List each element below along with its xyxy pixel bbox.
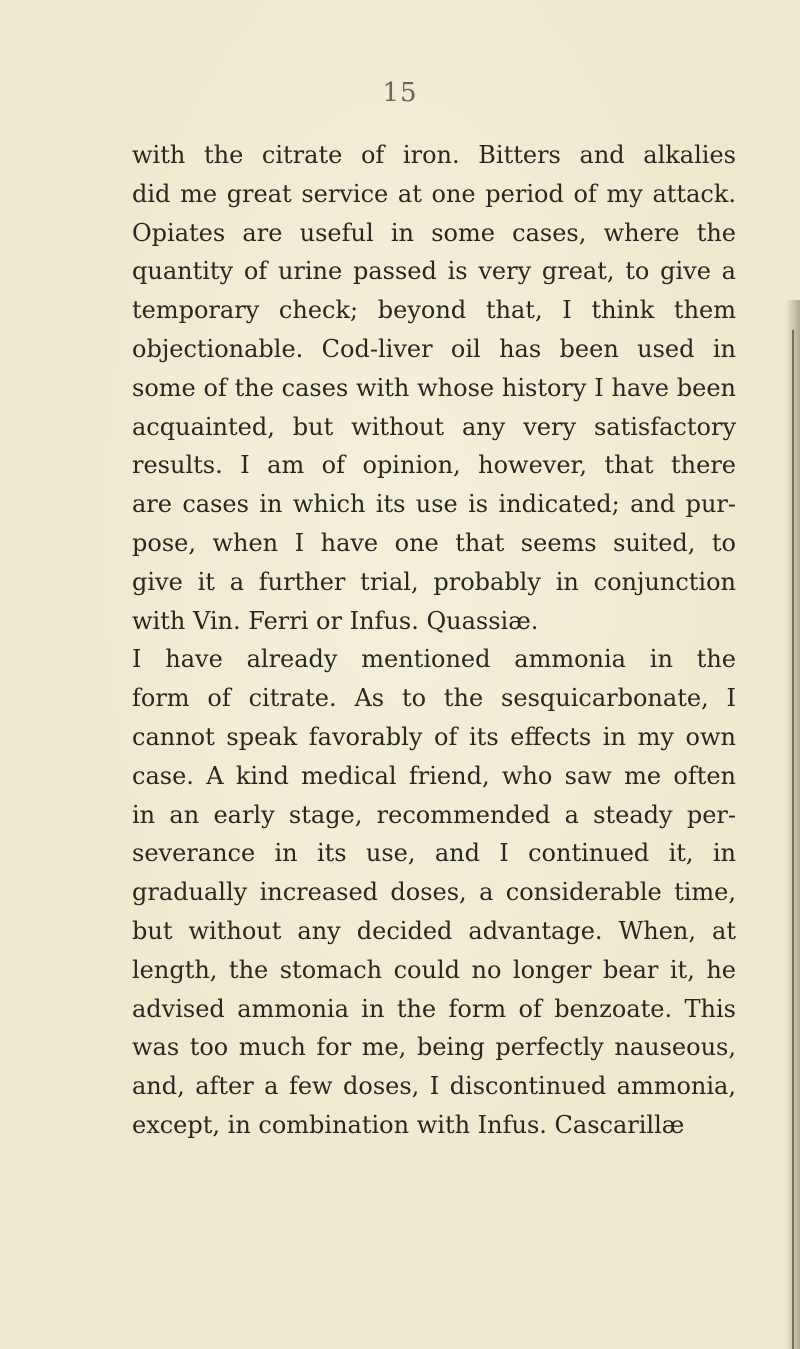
- text-line: quantity of urine passed is very great, to give a: [132, 257, 736, 286]
- text-line: did me great service at one period of my attack.: [132, 179, 736, 208]
- body-text: [132, 136, 736, 1145]
- page-edge-line: [792, 330, 794, 1349]
- text-line: and, after a few doses, I discontinued ammonia,: [132, 1072, 736, 1101]
- text-line: are cases in which its use is indicated; and pur-: [132, 490, 736, 519]
- text-line: length, the stomach could no longer bear it, he: [132, 955, 736, 984]
- text-line: except, in combination with Infus. Cascarillæ: [132, 1110, 685, 1139]
- text-line: I have already mentioned ammonia in the: [132, 645, 736, 674]
- text-line: was too much for me, being perfectly nauseous,: [132, 1033, 736, 1062]
- text-line: acquainted, but without any very satisfactory: [132, 412, 736, 441]
- text-line: severance in its use, and I continued it, in: [132, 839, 736, 868]
- page-number: 15: [382, 78, 418, 108]
- text-line: case. A kind medical friend, who saw me often: [132, 761, 736, 790]
- text-line: cannot speak favorably of its effects in my own: [132, 722, 736, 751]
- text-line: Opiates are useful in some cases, where the: [132, 218, 736, 247]
- text-line: form of citrate. As to the sesquicarbonate, I: [132, 684, 736, 713]
- text-line: temporary check; beyond that, I think them: [132, 296, 736, 325]
- text-line: but without any decided advantage. When, at: [132, 916, 736, 945]
- text-line: in an early stage, recommended a steady per-: [132, 800, 736, 829]
- text-line: pose, when I have one that seems suited, to: [132, 528, 736, 557]
- text-line: with the citrate of iron. Bitters and alkalies: [132, 141, 736, 169]
- text-line: give it a further trial, probably in conjunction: [132, 567, 736, 596]
- text-line: results. I am of opinion, however, that there: [132, 451, 736, 480]
- text-line: advised ammonia in the form of benzoate. This: [132, 994, 736, 1023]
- text-line: gradually increased doses, a considerable time,: [132, 878, 736, 907]
- text-line: objectionable. Cod-liver oil has been used in: [132, 334, 736, 363]
- text-line: some of the cases with whose history I have been: [132, 373, 736, 402]
- text-line: with Vin. Ferri or Infus. Quassiæ.: [132, 606, 539, 635]
